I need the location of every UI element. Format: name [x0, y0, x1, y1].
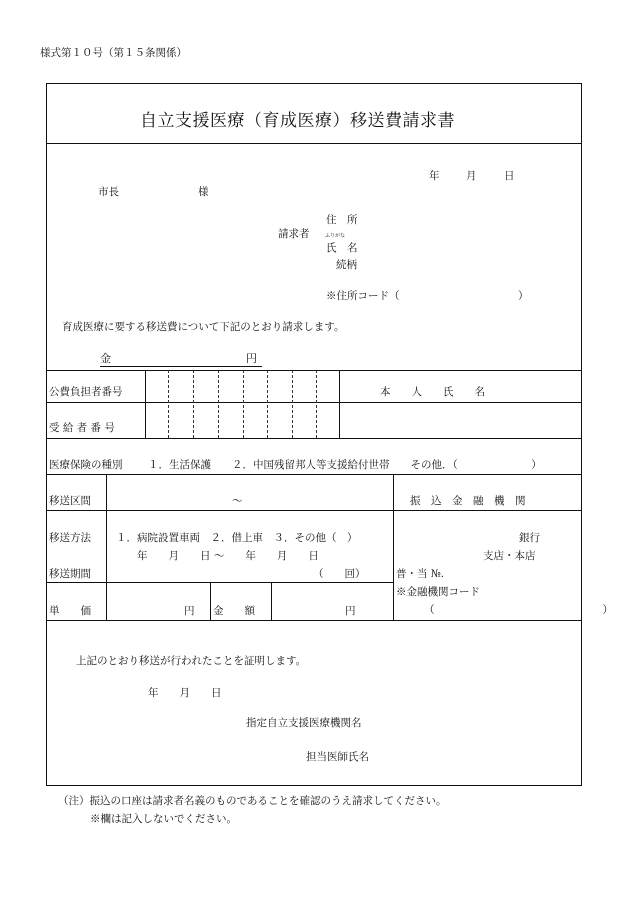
- bank-code-label: ※金融機関コード: [396, 586, 480, 598]
- person-name-label: 本 人 氏 名: [380, 386, 485, 398]
- table-line: [210, 582, 211, 620]
- transfer-section-tilde: ～: [232, 495, 243, 507]
- claimant-name-label: 氏 名: [326, 242, 358, 254]
- form-title: 自立支援医療（育成医療）移送費請求書: [140, 111, 455, 131]
- digit-separator: [218, 370, 219, 438]
- insurance-type-label: 医療保険の種別: [49, 459, 123, 471]
- date-year: 年: [429, 170, 440, 182]
- table-line: [339, 370, 340, 438]
- note-line: （注）振込の口座は請求者名義のものであることを確認のうえ請求してください。: [58, 795, 447, 807]
- table-line: [46, 438, 582, 439]
- transfer-times: （ 回）: [313, 568, 366, 580]
- form-number: 様式第１０号（第１５条関係）: [40, 47, 187, 59]
- table-line: [46, 582, 393, 583]
- divider: [46, 143, 582, 144]
- table-line: [106, 474, 107, 620]
- bank-header: 振 込 金 融 機 関: [410, 495, 526, 507]
- addressee-sama: 様: [198, 186, 209, 198]
- digit-separator: [316, 370, 317, 438]
- note-line: ※欄は記入しないでください。: [90, 813, 237, 825]
- form-frame: [46, 83, 582, 786]
- doctor-name-label: 担当医師氏名: [306, 751, 369, 763]
- table-line: [145, 370, 146, 438]
- address-code-label: ※住所コード（: [326, 290, 400, 302]
- period-dates: 年 月 日 ～ 年 月 日: [137, 550, 319, 562]
- medical-institution-label: 指定自立支援医療機関名: [246, 717, 362, 729]
- table-line: [271, 582, 272, 620]
- amount-kin: 金: [100, 352, 111, 365]
- insurance-options: １．生活保護 ２．中国残留邦人等支援給付世帯 その他．（ ）: [148, 459, 542, 471]
- digit-separator: [168, 370, 169, 438]
- amount-yen: 円: [246, 352, 257, 365]
- unit-price-label: 単 価: [49, 605, 91, 617]
- address-code-close: ）: [518, 290, 529, 302]
- table-line: [46, 370, 582, 371]
- digit-separator: [193, 370, 194, 438]
- table-line: [46, 510, 582, 511]
- branch-label: 支店・本店: [483, 550, 536, 562]
- total-amount-label: 金 額: [213, 605, 255, 617]
- payer-number-label: 公費負担者番号: [49, 386, 123, 398]
- date-month: 月: [466, 170, 477, 182]
- transfer-section-label: 移送区間: [49, 495, 91, 507]
- amount-line: [100, 353, 262, 367]
- claimant-label: 請求者: [278, 228, 310, 240]
- account-type-label: 普・当 №.: [396, 568, 445, 580]
- bank-name-label: 銀行: [519, 532, 540, 544]
- certification-date: 年 月 日: [148, 687, 222, 699]
- transfer-period-label: 移送期間: [49, 568, 91, 580]
- claimant-address-label: 住 所: [326, 214, 358, 226]
- claimant-relationship: 続柄: [336, 259, 357, 271]
- table-line: [393, 474, 394, 620]
- bank-code-field: （ ）: [424, 604, 613, 616]
- table-line: [46, 474, 582, 475]
- digit-separator: [292, 370, 293, 438]
- unit-price-yen: 円: [184, 605, 195, 617]
- claimant-furigana: ふりがな: [325, 233, 346, 239]
- digit-separator: [243, 370, 244, 438]
- addressee-mayor: 市長: [98, 186, 119, 198]
- claim-statement: 育成医療に要する移送費について下記のとおり請求します。: [62, 321, 345, 333]
- transfer-method-options: １．病院設置車両 ２．借上車 ３．その他（ ）: [116, 532, 358, 544]
- total-amount-yen: 円: [345, 605, 356, 617]
- transfer-method-label: 移送方法: [49, 532, 91, 544]
- table-line: [46, 620, 582, 621]
- certification-text: 上記のとおり移送が行われたことを証明します。: [76, 655, 307, 667]
- date-day: 日: [504, 170, 515, 182]
- recipient-number-label: 受 給 者 番 号: [49, 422, 115, 434]
- digit-separator: [267, 370, 268, 438]
- table-line: [46, 402, 582, 403]
